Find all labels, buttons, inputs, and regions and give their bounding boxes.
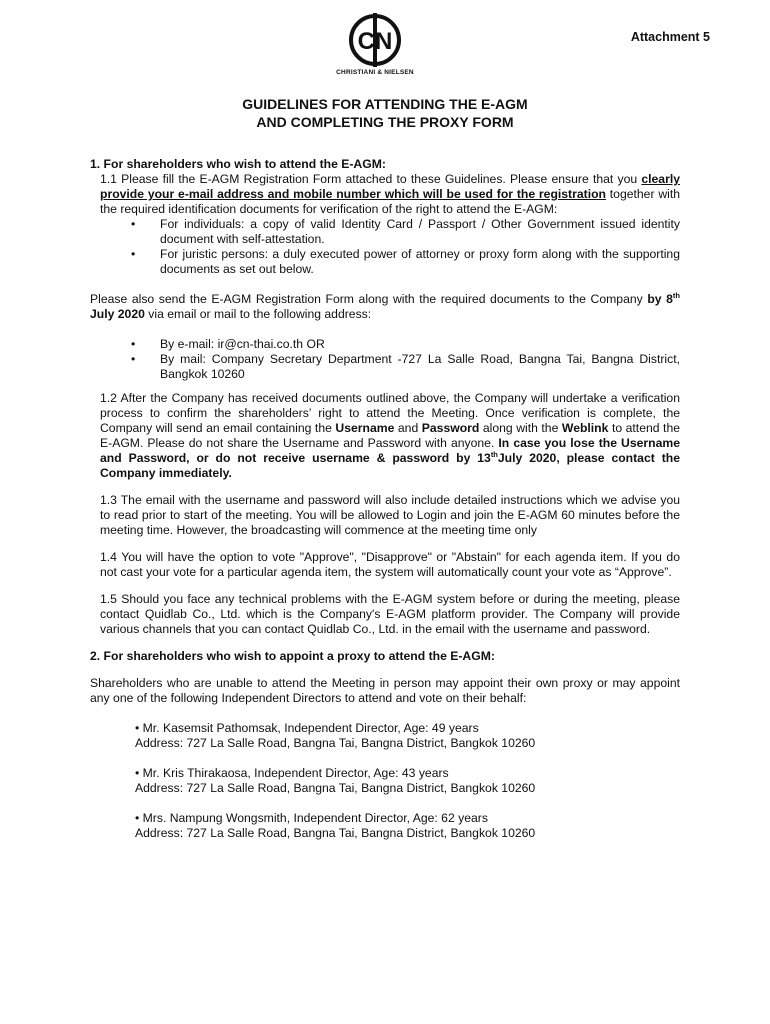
list-item: • For juristic persons: a duly executed power of attorney or proxy form along with the supporting documents as set out below. <box>160 247 680 277</box>
director-address: Address: 727 La Salle Road, Bangna Tai, Bangna District, Bangkok 10260 <box>135 781 536 795</box>
p12-warning-sup: th <box>490 449 498 459</box>
section1-heading: 1. For shareholders who wish to attend the E-AGM: <box>90 157 386 171</box>
send-instruction <box>90 292 680 322</box>
section2-heading: 2. For shareholders who wish to appoint a proxy to attend the E-AGM: <box>90 649 495 663</box>
p12-warning-a: In case you lose the Username and Password, or do not receive username & password by 13 <box>100 436 680 465</box>
p12-text-a: 1.2 After the Company has received documents outlined above, the Company will undertake a verification process to confirm the shareholders’ right to attend the Meeting. Once verification is complete, the Company will send an email containing the <box>100 391 680 435</box>
p12-warning-b: July 2020, please contact the Company immediately. <box>100 451 680 480</box>
title-line-1: GUIDELINES FOR ATTENDING THE E-AGM <box>242 96 528 112</box>
send-text-a: Please also send the E-AGM Registration Form along with the required documents to the Company <box>90 292 648 306</box>
attachment-label: Attachment 5 <box>630 30 710 44</box>
director-entry <box>90 811 680 841</box>
send-text-c: via email or mail to the following address: <box>144 307 372 321</box>
paragraph-1-1 <box>90 172 680 217</box>
director-address: Address: 727 La Salle Road, Bangna Tai, Bangna District, Bangkok 10260 <box>135 736 536 750</box>
director-name: • Mr. Kris Thirakaosa, Independent Director, Age: 43 years <box>135 766 449 780</box>
p11-text-a: 1.1 Please fill the E-AGM Registration Form attached to these Guidelines. Please ensure that you <box>100 172 642 186</box>
paragraph-1-5: 1.5 Should you face any technical problems with the E-AGM system before or during the meeting, please contact Quidlab Co., Ltd. which is the Company's E-AGM platform provider. The Company will provide various channels that you can contact Quidlab Co., Ltd. in the email with the username and password. <box>100 592 680 636</box>
id-documents-list <box>90 217 680 277</box>
p11-text-b: together with the required identification documents for verification of the right to attend the E-AGM: <box>100 187 680 216</box>
p12-password: Password <box>421 421 480 435</box>
address-list <box>90 337 680 382</box>
send-deadline-month: July 2020 <box>90 307 145 321</box>
document-body <box>90 157 680 841</box>
p12-username: Username <box>335 421 395 435</box>
document-title <box>90 95 680 131</box>
section2-intro: Shareholders who are unable to attend the Meeting in person may appoint their own proxy or may appoint any one of the following Independent Directors to attend and vote on their behalf: <box>90 676 680 705</box>
p11-underlined: clearly provide your e-mail address and mobile number which will be used for the registration <box>100 172 680 201</box>
list-item: • By e-mail: ir@cn-thai.co.th OR <box>160 337 680 352</box>
send-deadline-sup: th <box>672 290 680 300</box>
title-line-2: AND COMPLETING THE PROXY FORM <box>256 114 514 130</box>
director-address: Address: 727 La Salle Road, Bangna Tai, Bangna District, Bangkok 10260 <box>135 826 536 840</box>
send-deadline-day: by 8 <box>647 292 673 306</box>
logo-letters: CN <box>357 28 393 55</box>
logo-caption: CHRISTIANI & NIELSEN <box>336 69 414 76</box>
p12-weblink: Weblink <box>561 421 609 435</box>
paragraph-1-2 <box>90 391 680 481</box>
cn-logo-icon <box>348 13 402 67</box>
list-item: • By mail: Company Secretary Department -727 La Salle Road, Bangna Tai, Bangna District, Bangkok 10260 <box>160 352 680 382</box>
p12-and: and <box>394 421 422 435</box>
director-name: • Mrs. Nampung Wongsmith, Independent Director, Age: 62 years <box>135 811 488 825</box>
paragraph-1-4: 1.4 You will have the option to vote "Approve", "Disapprove" or "Abstain" for each agenda item. If you do not cast your vote for a particular agenda item, the system will automatically count your vote as “Approve”. <box>100 550 680 579</box>
director-entry <box>90 766 680 796</box>
paragraph-1-3: 1.3 The email with the username and password will also include detailed instructions which we advise you to read prior to start of the meeting. You will be allowed to Login and join the E-AGM 60 minutes before the meeting time. However, the broadcasting will commence at the meeting time only <box>100 493 680 537</box>
company-logo <box>330 13 420 76</box>
p12-text-b: to attend the E-AGM. Please do not share the Username and Password with anyone. <box>100 421 681 450</box>
director-name: • Mr. Kasemsit Pathomsak, Independent Director, Age: 49 years <box>135 721 479 735</box>
p12-with: along with the <box>479 421 562 435</box>
list-item: • For individuals: a copy of valid Identity Card / Passport / Other Government issued identity document with self-attestation. <box>160 217 680 247</box>
director-entry <box>90 721 680 751</box>
